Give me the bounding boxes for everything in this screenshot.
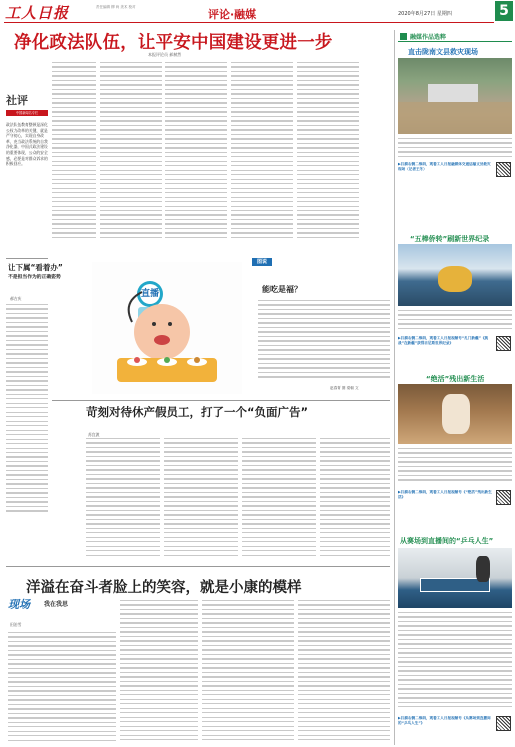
cartoon-sign: 直播 bbox=[140, 289, 159, 299]
masthead-rule bbox=[4, 22, 494, 23]
issue-date: 2020年8月27日 星期四 bbox=[398, 11, 452, 17]
left-article-body bbox=[6, 304, 48, 514]
cartoon-caption: 能吃是福？ bbox=[262, 285, 302, 294]
middle-rule-top bbox=[52, 400, 390, 401]
editorial-col-5 bbox=[297, 62, 359, 242]
right-link-1[interactable]: ▶扫描右侧二维码，观看工人日报融媒体交通运输文县救灾现场（记者王冬） bbox=[398, 162, 491, 171]
page-number-text: 5 bbox=[499, 3, 509, 19]
main-byline: 本报评论员 郝赫然 bbox=[148, 52, 182, 57]
tushuo-tag-text: 图说 bbox=[256, 259, 267, 265]
right-link-2[interactable]: ▶扫描右侧二维码，观看工人日报视频号“扎门新疆”《挑战”在新疆”获得吉尼斯世界纪录》 bbox=[398, 336, 489, 345]
right-text-3 bbox=[398, 448, 512, 488]
right-link-4[interactable]: ▶扫描右侧二维码，观看工人日报视频号《从赛场到直播间的“乒乓人生”》 bbox=[398, 716, 491, 725]
relay-athletes bbox=[438, 266, 472, 292]
editorial-col-4 bbox=[231, 62, 293, 242]
left-article-title-1: 让下属“看着办” bbox=[8, 263, 63, 272]
bottom-headline: 洋溢在奋斗者脸上的笑容，就是小康的模样 bbox=[26, 580, 302, 596]
bottom-col-2 bbox=[120, 600, 198, 744]
cartoon-image bbox=[92, 262, 242, 394]
tushuo-tag bbox=[252, 258, 272, 266]
bottom-col-3 bbox=[202, 600, 294, 744]
craft-photo bbox=[398, 384, 512, 444]
xianchang-tag-main: 现场 bbox=[8, 598, 30, 611]
sheping-summary: 政法队伍教育整顿是深化公权力改革的关键，就是严守初心，实现自身改革，充当政法系统的自我净化器，中国式政法建设的重要体现，公众的安全感，必要是对群众诉求的积极回应。 bbox=[6, 122, 48, 167]
bottom-col-4 bbox=[298, 600, 390, 744]
flood-buildings bbox=[428, 84, 478, 102]
sheping-tag bbox=[6, 92, 48, 112]
right-text-2 bbox=[398, 310, 512, 334]
middle-col-4 bbox=[320, 438, 390, 558]
bottom-rule bbox=[6, 566, 390, 567]
middle-article-title: 苛刻对待休产假员工，打了一个“负面广告” bbox=[86, 405, 309, 419]
xianchang-tag bbox=[8, 596, 92, 616]
masthead-editors: 责任编辑 柳 尚 美术 校对 bbox=[96, 5, 136, 9]
left-article-title-2: 不是担当作为的正确姿势 bbox=[8, 275, 61, 280]
editorial-col-2 bbox=[100, 62, 162, 242]
middle-col-3 bbox=[242, 438, 316, 558]
cartoon-text bbox=[258, 300, 390, 380]
qr-code-1[interactable] bbox=[496, 162, 511, 177]
right-col-header-text: 融媒作品选粹 bbox=[410, 34, 447, 41]
newspaper-logo: 工人日报 bbox=[5, 4, 70, 22]
pingpong-player bbox=[476, 556, 490, 582]
right-title-4: 从赛场到直播间的“乒乓人生” bbox=[400, 537, 494, 545]
editorial-col-1 bbox=[52, 62, 96, 242]
right-col-header bbox=[398, 32, 512, 42]
flood-water bbox=[398, 102, 512, 134]
xianchang-tag-sub: 我在我思 bbox=[44, 601, 69, 608]
main-headline: 净化政法队伍，让平安中国建设更进一步 bbox=[14, 33, 333, 53]
middle-col-2 bbox=[164, 438, 238, 558]
grid-icon bbox=[400, 33, 407, 40]
pingpong-photo bbox=[398, 548, 512, 608]
cartoon-credit: 赵春青 图 梁朝 文 bbox=[330, 386, 359, 390]
sheping-sub: 中国新闻名专栏 bbox=[6, 110, 48, 116]
relay-photo bbox=[398, 244, 512, 306]
xianchang-byline: 田治雪 bbox=[10, 622, 22, 627]
middle-article-byline: 苏宜波 bbox=[88, 432, 100, 437]
middle-col-1 bbox=[86, 438, 160, 558]
right-title-1: 直击陇南文县救灾现场 bbox=[408, 48, 478, 56]
page-number bbox=[495, 1, 513, 21]
bottom-col-1 bbox=[8, 632, 116, 744]
right-title-3: “绝活”残出新生活 bbox=[426, 375, 485, 383]
sheping-box bbox=[6, 92, 48, 192]
sheping-tag-text: 社评 bbox=[6, 94, 28, 107]
flood-photo bbox=[398, 58, 512, 134]
qr-code-2[interactable] bbox=[496, 336, 511, 351]
right-col-divider bbox=[394, 30, 395, 745]
right-text-4 bbox=[398, 612, 512, 712]
right-title-2: “五棒侨转”刷新世界纪录 bbox=[410, 235, 490, 243]
cartoon-illustration bbox=[92, 262, 242, 394]
craft-figure bbox=[442, 394, 470, 434]
section-name: 评论·融媒 bbox=[208, 8, 257, 21]
qr-code-3[interactable] bbox=[496, 490, 511, 505]
left-col-rule bbox=[6, 258, 48, 259]
qr-code-4[interactable] bbox=[496, 716, 511, 731]
right-text-1 bbox=[398, 138, 512, 162]
masthead bbox=[0, 0, 515, 28]
right-link-3[interactable]: ▶扫描右侧二维码，观看工人日报视频号《“绝活”残出新生活》 bbox=[398, 490, 492, 499]
left-article-byline: 郝吉庆 bbox=[10, 296, 22, 301]
editorial-col-3 bbox=[165, 62, 227, 242]
